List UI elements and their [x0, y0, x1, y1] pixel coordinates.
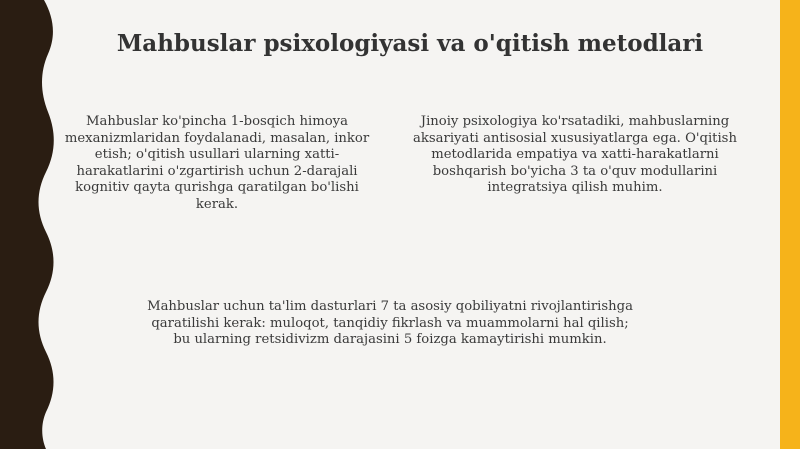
left-text-block: Mahbuslar ko'pincha 1-bosqich himoya mexanizmlaridan foydalanadi, masalan, inkor etish; o'qitish usullari ularning xatti-harakatlarini o'zgartirish uchun 2-darajali kognitiv qayta qurishga qaratilgan bo'lishi kerak.: [64, 114, 370, 212]
left-decorative-wave: [0, 0, 70, 449]
wave-shape: [0, 0, 54, 449]
right-text-block: Jinoiy psixologiya ko'rsatadiki, mahbuslarning aksariyati antisosial xususiyatlarga ega. O'qitish metodlarida empatiya va xatti-harakatlarni boshqarish bo'yicha 3 ta o'quv modullarini integratsiya qilish muhim.: [413, 114, 737, 195]
right-accent-bar: [780, 0, 800, 449]
slide-title: Mahbuslar psixologiyasi va o'qitish metodlari: [116, 30, 704, 57]
bottom-text-block: Mahbuslar uchun ta'lim dasturlari 7 ta asosiy qobiliyatni rivojlantirishga qaratilishi kerak: muloqot, tanqidiy fikrlash va muammolarni hal qilish; bu ularning retsidivizm darajasini 5 foizga kamaytirishi mumkin.: [147, 299, 633, 347]
